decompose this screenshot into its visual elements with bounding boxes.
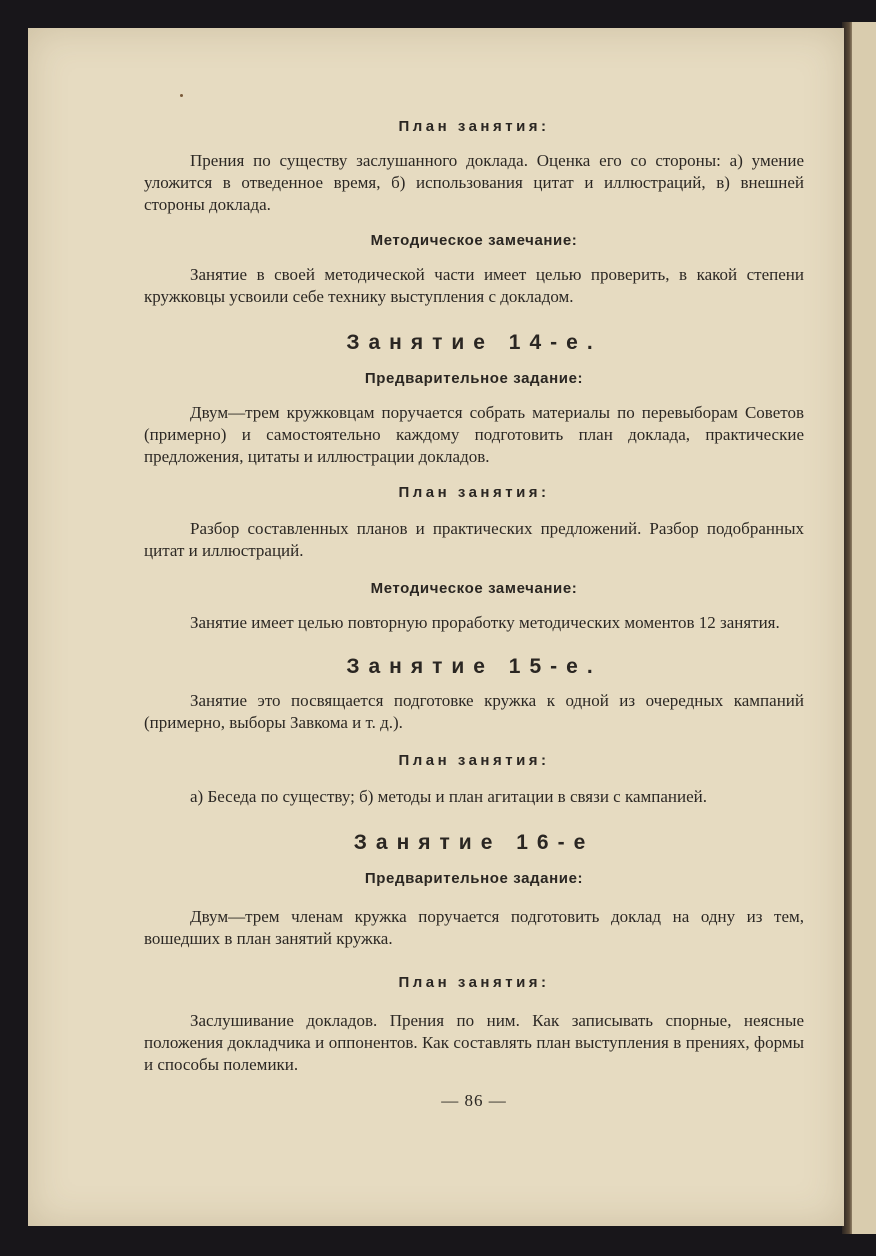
paragraph: Двум—трем членам кружка поручается подготовить доклад на одну из тем, вошедших в план занятий кружка. — [144, 907, 804, 948]
paragraph: Заслушивание докладов. Прения по ним. Как записывать спорные, неясные положения докладчика и оппонентов. Как составлять план выступления в прениях, формы и способы полемики. — [144, 1011, 804, 1074]
paragraph: а) Беседа по существу; б) методы и план агитации в связи с кампанией. — [190, 787, 708, 806]
methodical-note-heading: Методическое замечание: — [370, 580, 578, 597]
section-subheading-plan: План занятия: — [398, 974, 550, 991]
paper-blemish — [180, 94, 183, 97]
lesson-heading-16: Занятие 16-е — [353, 831, 595, 854]
page-text-column — [144, 112, 804, 1112]
paragraph: Занятие в своей методической части имеет целью проверить, в какой степени кружковцы усвоили себе технику выступления с докладом. — [144, 265, 804, 306]
paragraph: Занятие это посвящается подготовке кружка к одной из очередных кампаний (примерно, выборы Завкома и т. д.). — [144, 691, 804, 732]
section-subheading-plan: План занятия: — [398, 118, 550, 135]
paragraph: Двум—трем кружковцам поручается собрать материалы по перевыборам Советов (примерно) и самостоятельно каждому подготовить план доклада, практические предложения, цитаты и иллюстрации докладов. — [144, 403, 804, 466]
paragraph: Разбор составленных планов и практических предложений. Разбор подобранных цитат и иллюстраций. — [144, 519, 804, 560]
section-subheading-plan: План занятия: — [398, 752, 550, 769]
preliminary-task-heading: Предварительное задание: — [364, 370, 584, 387]
page-number: — 86 — — [441, 1091, 507, 1110]
lesson-heading-14: Занятие 14-е. — [346, 331, 602, 354]
methodical-note-heading: Методическое замечание: — [370, 232, 578, 249]
paragraph: Прения по существу заслушанного доклада. Оценка его со стороны: а) умение уложится в отведенное время, б) использования цитат и иллюстраций, в) внешней стороны доклада. — [144, 151, 804, 214]
section-subheading-plan: План занятия: — [398, 484, 550, 501]
paragraph: Занятие имеет целью повторную проработку методических моментов 12 занятия. — [190, 613, 780, 632]
lesson-heading-15: Занятие 15-е. — [346, 655, 602, 678]
adjacent-page-edge — [852, 22, 876, 1234]
preliminary-task-heading: Предварительное задание: — [364, 870, 584, 887]
